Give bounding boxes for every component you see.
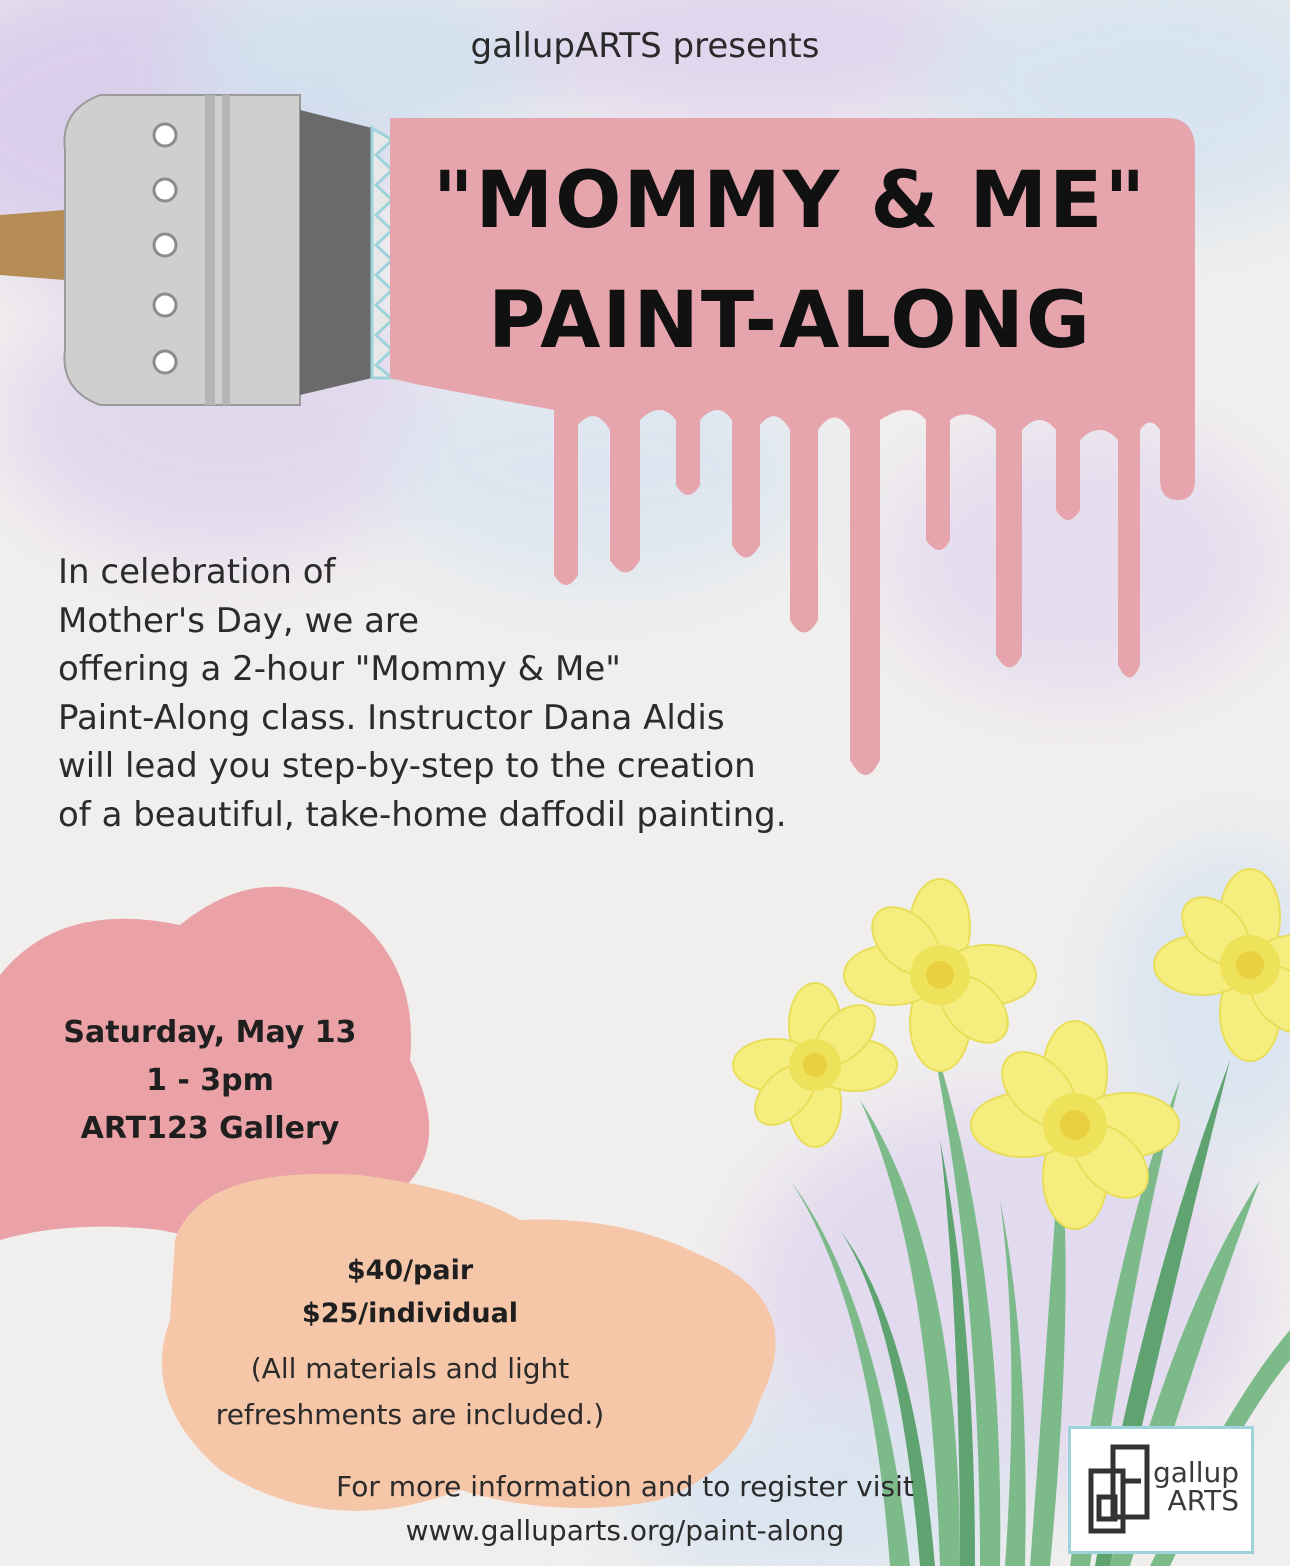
event-title-line2: PAINT-ALONG [488, 276, 1092, 366]
price-individual: $25/individual [301, 1298, 519, 1329]
description-line: will lead you step-by-step to the creation [58, 746, 756, 786]
description-line: Paint-Along class. Instructor Dana Aldis [58, 697, 725, 738]
description-line: Mother's Day, we are [58, 600, 420, 641]
logo-line1: gallup [1152, 1456, 1239, 1489]
galluparts-logo [1068, 1426, 1254, 1554]
pricing-note-line2: refreshments are included.) [215, 1398, 605, 1431]
description-line: offering a 2-hour "Mommy & Me" [58, 649, 621, 689]
price-pair: $40/pair [346, 1255, 474, 1286]
logo-line2: ARTS [1167, 1484, 1239, 1517]
footer-info: For more information and to register visit [336, 1470, 914, 1503]
event-description [58, 548, 878, 839]
event-time: 1 - 3pm [146, 1063, 274, 1098]
pricing-blob [162, 1174, 776, 1511]
event-title-line1: "MOMMY & ME" [432, 156, 1148, 246]
logo-text [1149, 1456, 1239, 1517]
footer-url[interactable]: www.galluparts.org/paint-along [405, 1514, 845, 1547]
description-line: In celebration of [58, 552, 336, 592]
description-line: of a beautiful, take-home daffodil painting. [58, 794, 787, 835]
logo-mark-icon [1085, 1441, 1155, 1541]
event-date: Saturday, May 13 [63, 1015, 357, 1050]
pricing-note-line1: (All materials and light [250, 1352, 570, 1385]
event-location: ART123 Gallery [80, 1111, 340, 1146]
presenter-text: gallupARTS presents [470, 26, 820, 66]
